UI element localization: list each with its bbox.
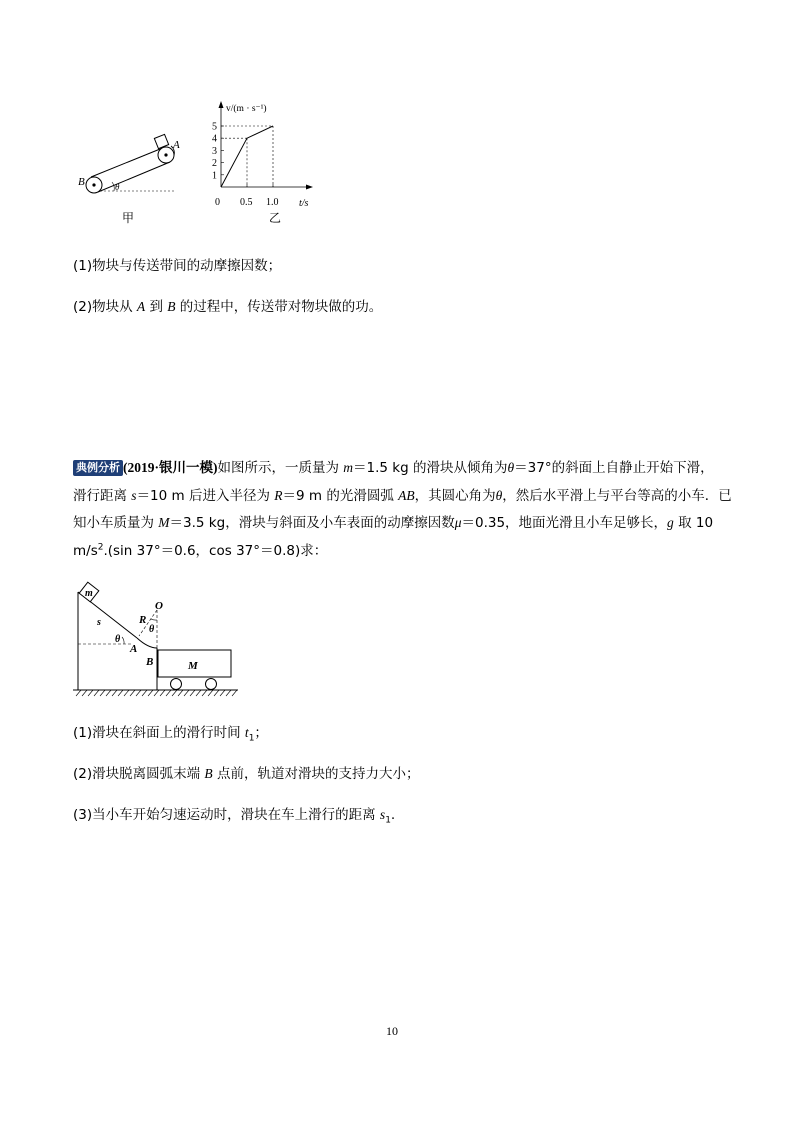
var-m-big: M xyxy=(158,515,170,530)
example-line-3 xyxy=(73,513,713,533)
label-s: s xyxy=(97,617,101,628)
superscript: 2 xyxy=(97,542,104,553)
var-r: R xyxy=(274,488,283,503)
series-line xyxy=(221,126,273,187)
x-axis-label: t/s xyxy=(299,198,309,209)
var-m: m xyxy=(343,460,354,475)
question-2-3 xyxy=(73,805,395,825)
figure-jia xyxy=(70,125,190,225)
cart-wheel-left xyxy=(171,679,182,690)
x-axis-arrow xyxy=(306,185,313,190)
belt-bottom xyxy=(98,162,170,192)
text: ，然后水平滑上与平台等高的小车．已 xyxy=(502,488,732,504)
var-b: B xyxy=(167,299,176,314)
text: ＝10 m 后进入半径为 xyxy=(136,488,275,504)
caption-jia: 甲 xyxy=(122,211,135,225)
y-tick-label: 5 xyxy=(212,121,217,133)
question-text: (2)物块从 xyxy=(73,299,137,315)
text: ＝37°的斜面上自静止开始下滑， xyxy=(514,460,714,476)
var-s: s xyxy=(379,807,386,822)
subscript: 1 xyxy=(385,815,391,826)
x-tick-label: 0.5 xyxy=(240,197,253,208)
text: (1)滑块在斜面上的滑行时间 xyxy=(73,725,245,741)
question-2-1 xyxy=(73,723,268,743)
y-axis-label: v/(m · s⁻¹) xyxy=(226,104,267,114)
var-s: s xyxy=(131,488,137,503)
example-badge: 典例分析 xyxy=(73,460,123,476)
var-mu: μ xyxy=(454,515,462,530)
ground-hatch xyxy=(76,690,237,696)
text: ＝0.35，地面光滑且小车足够长， xyxy=(461,515,668,531)
var-theta: θ xyxy=(495,488,503,503)
x-tick-label: 1.0 xyxy=(266,197,279,208)
text: 点前，轨道对滑块的支持力大小； xyxy=(212,766,420,782)
text: 知小车质量为 xyxy=(73,515,159,531)
var-b: B xyxy=(204,766,213,781)
arc-theta-bottom xyxy=(122,637,124,644)
var-ab: AB xyxy=(398,488,415,503)
figure-example xyxy=(70,580,250,702)
var-a: A xyxy=(136,299,146,314)
text: ，其圆心角为 xyxy=(414,488,496,504)
var-g: g xyxy=(667,515,674,530)
figure-yi xyxy=(195,98,330,228)
question-text: (1)物块与传送带间的动摩擦因数； xyxy=(73,258,282,274)
y-tick-label: 2 xyxy=(212,158,217,170)
example-line-2 xyxy=(73,486,732,506)
question-text: 到 xyxy=(145,299,168,315)
label-r: R xyxy=(139,614,147,626)
question-1-1 xyxy=(73,256,281,276)
text: 滑行距离 xyxy=(73,488,132,504)
text: m/s xyxy=(73,543,98,559)
question-2-2 xyxy=(73,764,419,784)
label-b: B xyxy=(146,656,154,668)
label-o: O xyxy=(155,600,163,612)
label-m-cart: M xyxy=(188,660,198,672)
y-axis-arrow xyxy=(219,101,224,108)
label-a: A xyxy=(173,139,180,151)
text: ＝1.5 kg 的滑块从倾角为 xyxy=(353,460,508,476)
origin-label: 0 xyxy=(215,197,220,208)
label-theta: θ xyxy=(115,182,120,192)
text: . xyxy=(390,807,396,823)
var-t: t xyxy=(244,725,249,740)
question-text: 的过程中，传送带对物块做的功。 xyxy=(175,299,383,315)
pulley-a-hub xyxy=(164,153,167,156)
belt-top xyxy=(91,147,165,177)
arc-theta-top xyxy=(151,619,157,620)
y-tick-label: 4 xyxy=(212,133,217,145)
text: (3)当小车开始匀速运动时，滑块在车上滑行的距离 xyxy=(73,807,380,823)
label-b: B xyxy=(78,176,85,188)
label-theta-incline: θ xyxy=(115,634,121,645)
text: .(sin 37°＝0.6，cos 37°＝0.8)求： xyxy=(103,543,328,559)
text: ； xyxy=(254,725,268,741)
text: (2)滑块脱离圆弧末端 xyxy=(73,766,205,782)
var-theta: θ xyxy=(507,460,515,475)
chart-area xyxy=(212,122,279,209)
question-1-2 xyxy=(73,297,382,317)
cart-wheel-right xyxy=(206,679,217,690)
pulley-b-hub xyxy=(92,183,95,186)
y-tick-label: 1 xyxy=(212,170,217,182)
y-tick-label: 3 xyxy=(212,145,217,157)
caption-yi: 乙 xyxy=(269,211,282,225)
example-line-1 xyxy=(73,458,714,478)
arc-ab xyxy=(137,638,157,648)
block xyxy=(154,134,168,148)
text: 取 10 xyxy=(673,515,714,531)
text: ＝3.5 kg，滑块与斜面及小车表面的动摩擦因数 xyxy=(169,515,455,531)
label-a: A xyxy=(130,643,138,655)
label-theta-arc: θ xyxy=(149,624,155,635)
subscript: 1 xyxy=(248,733,255,744)
example-line-4 xyxy=(73,541,327,561)
example-source: (2019·银川一模) xyxy=(123,460,218,475)
label-m: m xyxy=(85,588,93,599)
page-number: 10 xyxy=(386,1024,398,1038)
text: 如图所示，一质量为 xyxy=(217,460,344,476)
text: ＝9 m 的光滑圆弧 xyxy=(282,488,399,504)
